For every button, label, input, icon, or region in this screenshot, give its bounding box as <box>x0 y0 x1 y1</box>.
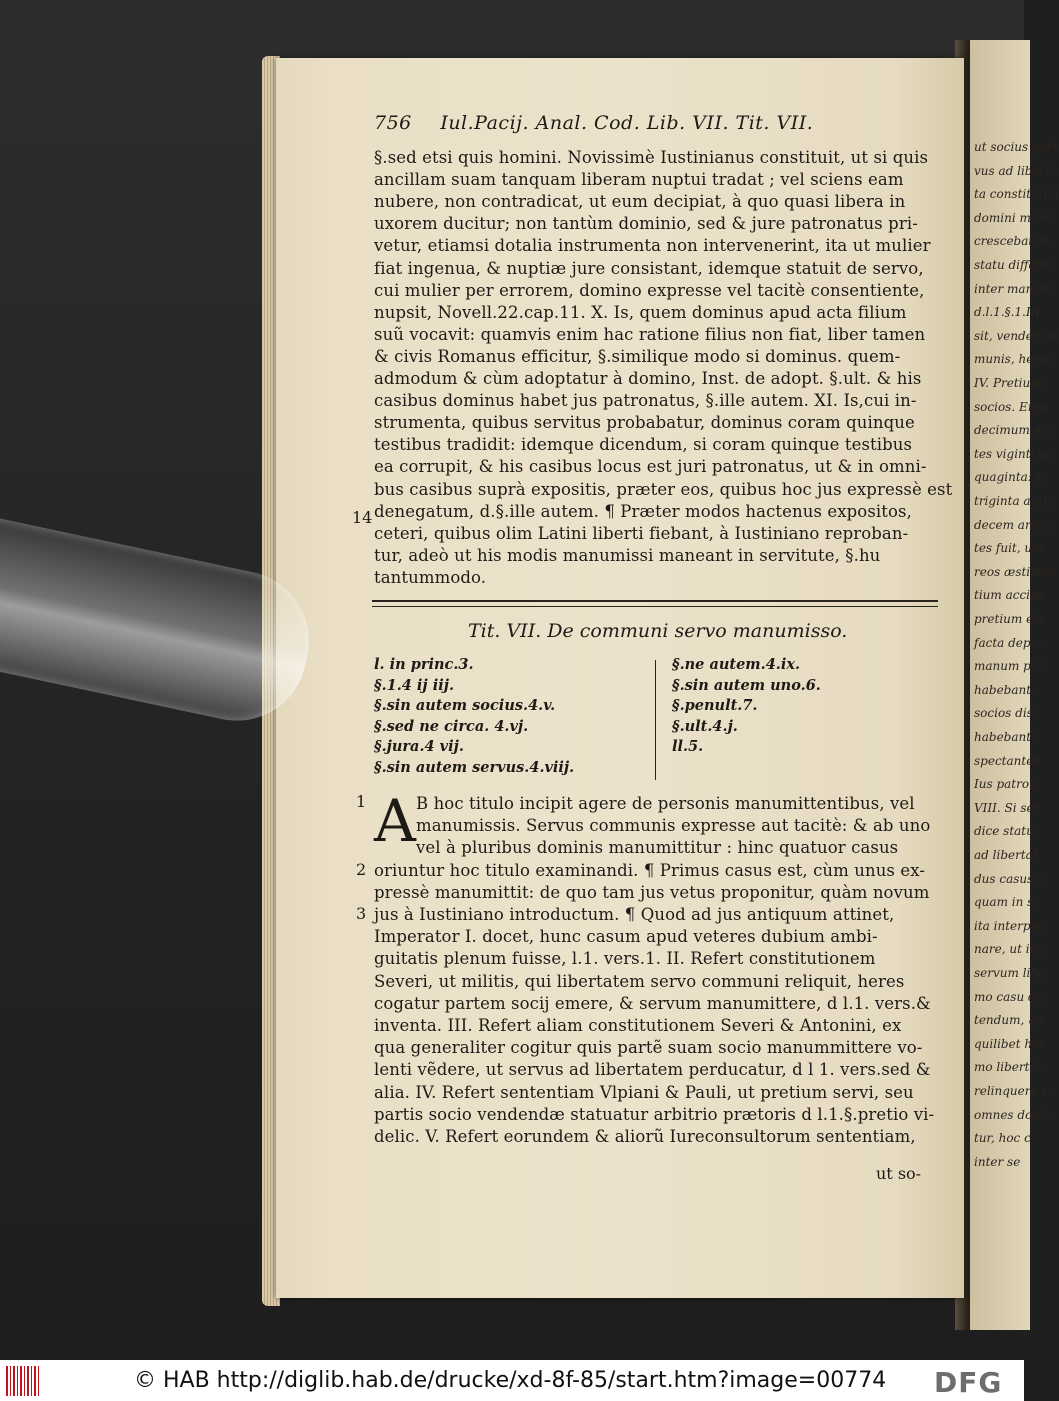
text-line: vel à pluribus dominis manumittitur : hinc quatuor casus <box>416 838 899 858</box>
catchword: ut so- <box>876 1164 922 1183</box>
margin-number: 3 <box>356 904 367 923</box>
text-line: qua generaliter cogitur quis partẽ suam socio manummittere vo- <box>374 1038 923 1058</box>
text-line: jus à Iustiniano introductum. ¶ Quod ad jus antiquum attinet, <box>374 905 895 924</box>
footer-copyright-link[interactable]: © HAB http://diglib.hab.de/drucke/xd-8f-85/start.htm?image=00774 <box>134 1368 887 1393</box>
toc-entry: l. in princ.3. <box>374 656 474 673</box>
text-line: nubere, non contradicat, ut eum decipiat, à quo quasi libera in <box>374 192 906 212</box>
toc-entry: §.sed ne circa. 4.vj. <box>374 717 529 735</box>
text-line: admodum & cùm adoptatur à domino, Inst. de adopt. §.ult. & his <box>374 369 922 388</box>
text-line: cui mulier per errorem, domino expresse vel tacitè consentiente, <box>374 280 925 300</box>
barcode-logo <box>6 1366 40 1396</box>
text-line: tur, adeò ut his modis manumissi maneant in servitute, §.hu <box>374 545 881 565</box>
margin-number: 1 <box>356 792 367 811</box>
facing-page-line: pretium eis <box>974 612 1044 626</box>
facing-page-line: IV. Pretium <box>974 376 1042 390</box>
margin-number: 2 <box>356 860 367 879</box>
page-number: 756 <box>374 112 412 134</box>
facing-page-line: nare, ut ita <box>974 942 1042 957</box>
facing-page-line: ta constitutun <box>974 187 1059 202</box>
facing-page-line: spectanten <box>974 753 1042 768</box>
facing-page-line: quam in s <box>974 895 1034 910</box>
text-line: ceteri, quibus olim Latini liberti fiebant, à Iustiniano reproban- <box>374 523 909 543</box>
toc-entry: §.ne autem.4.ix. <box>672 656 801 673</box>
dfg-logo: DFG <box>934 1366 1003 1399</box>
text-line: §.sed etsi quis homini. Novissimè Iustinianus constituit, ut si quis <box>374 148 929 167</box>
text-line: casibus dominus habet jus patronatus, §.ille autem. XI. Is,cui in- <box>374 391 917 411</box>
text-line: manumissis. Servus communis expresse aut tacitè: & ab uno <box>416 816 931 836</box>
facing-page-line: decem annis <box>974 517 1051 532</box>
toc-entry: §.sin autem socius.4.v. <box>374 697 556 714</box>
facing-page-line: relinquere vo <box>974 1084 1056 1098</box>
facing-page-line: sit, vendere n <box>974 328 1058 343</box>
facing-page-line: servum libe <box>974 966 1046 980</box>
text-line: ea corrupit, & his casibus locus est juri patronatus, ut & in omni- <box>374 457 927 477</box>
facing-page-line: omnes domin <box>974 1107 1056 1122</box>
running-title: Iul.Pacij. Anal. Cod. Lib. VII. Tit. VII. <box>440 112 814 134</box>
drop-capital: A <box>374 787 416 855</box>
text-line: pressè manumittit: de quo tam jus vetus proponitur, quàm novum <box>374 882 930 902</box>
text-line: testibus tradidit: idemque dicendum, si coram quinque testibus <box>374 435 913 455</box>
text-line: denegatum, d.§.ille autem. ¶ Præter modos hactenus expositos, <box>374 501 912 521</box>
facing-page-line: crescebat. d. <box>974 234 1053 249</box>
facing-page-line: socios dist <box>974 706 1038 721</box>
facing-page-line: habebant, <box>974 682 1035 697</box>
facing-page-line: ut socius part <box>974 140 1058 154</box>
toc-entry: §.jura.4 vij. <box>374 738 464 755</box>
facing-page-line: inter se <box>974 1154 1021 1169</box>
facing-page-line: triginta aure <box>974 494 1052 508</box>
text-line: lenti vẽdere, ut servus ad libertatem perducatur, d l 1. vers.sed & <box>374 1060 931 1080</box>
text-line: suũ vocavit: quamvis enim hac ratione filius non fiat, liber tamen <box>374 324 926 344</box>
facing-page-line: tes fuit, usu <box>974 541 1046 556</box>
text-line: ancillam suam tanquam liberam nuptui tradat ; vel sciens eam <box>374 170 904 190</box>
text-line: strumenta, quibus servitus probabatur, dominus coram quinque <box>374 413 915 433</box>
facing-page-line: tium accipe <box>974 588 1045 603</box>
footer-bar <box>0 1360 1024 1401</box>
facing-page-line: facta depor <box>974 635 1044 650</box>
facing-page-line: reos æstiman <box>974 564 1057 579</box>
text-line: Imperator I. docet, hunc casum apud veteres dubium ambi- <box>374 927 878 947</box>
running-header <box>374 112 813 134</box>
facing-page-line: quaginta: si <box>974 470 1046 485</box>
facing-page-line: mo libertate <box>974 1060 1049 1075</box>
text-line: oriuntur hoc titulo examinandi. ¶ Primus casus est, cùm unus ex- <box>374 860 925 880</box>
facing-page <box>970 40 1059 1330</box>
facing-page-line: ad libertat <box>974 848 1038 862</box>
facing-page-line: ita interpre <box>974 918 1044 933</box>
text-line: vetur, etiamsi dotalia instrumenta non intervenerint, ita ut mulier <box>374 236 931 256</box>
section-title: Tit. VII. De communi servo manumisso. <box>468 620 848 642</box>
text-line: & civis Romanus efficitur, §.similique modo si dominus. quem- <box>374 346 901 366</box>
text-line: Severi, ut militis, qui libertatem servo communi reliquit, heres <box>374 971 905 991</box>
facing-page-line: tur, hoc c <box>974 1131 1031 1146</box>
facing-page-line: statu differen <box>974 258 1057 272</box>
facing-page-line: tes viginti au <box>974 446 1054 461</box>
toc-entry: §.1.4 ij iij. <box>374 676 455 694</box>
text-line: tantummodo. <box>374 567 487 587</box>
facing-page-line: manum pen <box>974 659 1046 674</box>
facing-page-line: inter manum <box>974 281 1053 296</box>
toc-entry: ll.5. <box>672 738 704 755</box>
toc-entry: §.sin autem uno.6. <box>672 676 821 694</box>
margin-number: 14 <box>352 508 373 527</box>
facing-page-line: Ius patron <box>974 777 1037 792</box>
section-rule <box>372 600 938 602</box>
text-line: cogatur partem socij emere, & servum manumittere, d l.1. vers.& <box>374 993 931 1013</box>
facing-page-line: mo casu dic <box>974 989 1047 1004</box>
text-line: B hoc titulo incipit agere de personis manumittentibus, vel <box>416 794 915 813</box>
text-line: nupsit, Novell.22.cap.11. X. Is, quem dominus apud acta filium <box>374 302 907 322</box>
toc-entry: §.penult.7. <box>672 697 758 714</box>
text-line: inventa. III. Refert aliam constitutionem Severi & Antonini, ex <box>374 1016 902 1035</box>
facing-page-line: munis, heres <box>974 352 1053 367</box>
facing-page-line: tendum, qu <box>974 1013 1044 1028</box>
text-line: fiat ingenua, & nuptiæ jure consistant, idemque statuit de servo, <box>374 258 924 278</box>
facing-page-line: VIII. Si ser <box>974 800 1040 815</box>
facing-page-line: habebant: <box>974 730 1036 744</box>
facing-page-line: dice statui <box>974 824 1038 839</box>
toc-separator <box>655 660 656 780</box>
text-line: partis socio vendendæ statuatur arbitrio prætoris d l.1.§.pretio vi- <box>374 1104 935 1124</box>
text-line: alia. IV. Refert sententiam Vlpiani & Pauli, ut pretium servi, seu <box>374 1082 914 1102</box>
section-rule-thin <box>372 606 938 607</box>
text-line: guitatis plenum fuisse, l.1. vers.1. II. Refert constitutionem <box>374 949 876 969</box>
facing-page-line: dus casus e <box>974 871 1045 886</box>
toc-entry: §.sin autem servus.4.viij. <box>374 758 575 776</box>
toc-entry: §.ult.4.j. <box>672 717 738 735</box>
text-line: bus casibus suprà expositis, præter eos, quibus hoc jus expressè est <box>374 479 953 499</box>
facing-page-line: domini manu <box>974 210 1054 225</box>
facing-page-line: quilibet hoc <box>974 1036 1047 1051</box>
text-line: uxorem ducitur; non tantùm dominio, sed & jure patronatus pri- <box>374 214 918 234</box>
facing-page-line: decimum æt <box>974 423 1050 438</box>
facing-page-line: socios. Ergo <box>974 399 1049 414</box>
text-line: delic. V. Refert eorundem & aliorũ Iureconsultorum sententiam, <box>374 1127 916 1146</box>
facing-page-line: vus ad liberta <box>974 163 1058 178</box>
facing-page-line: d.l.1.§.1.III <box>974 305 1041 320</box>
